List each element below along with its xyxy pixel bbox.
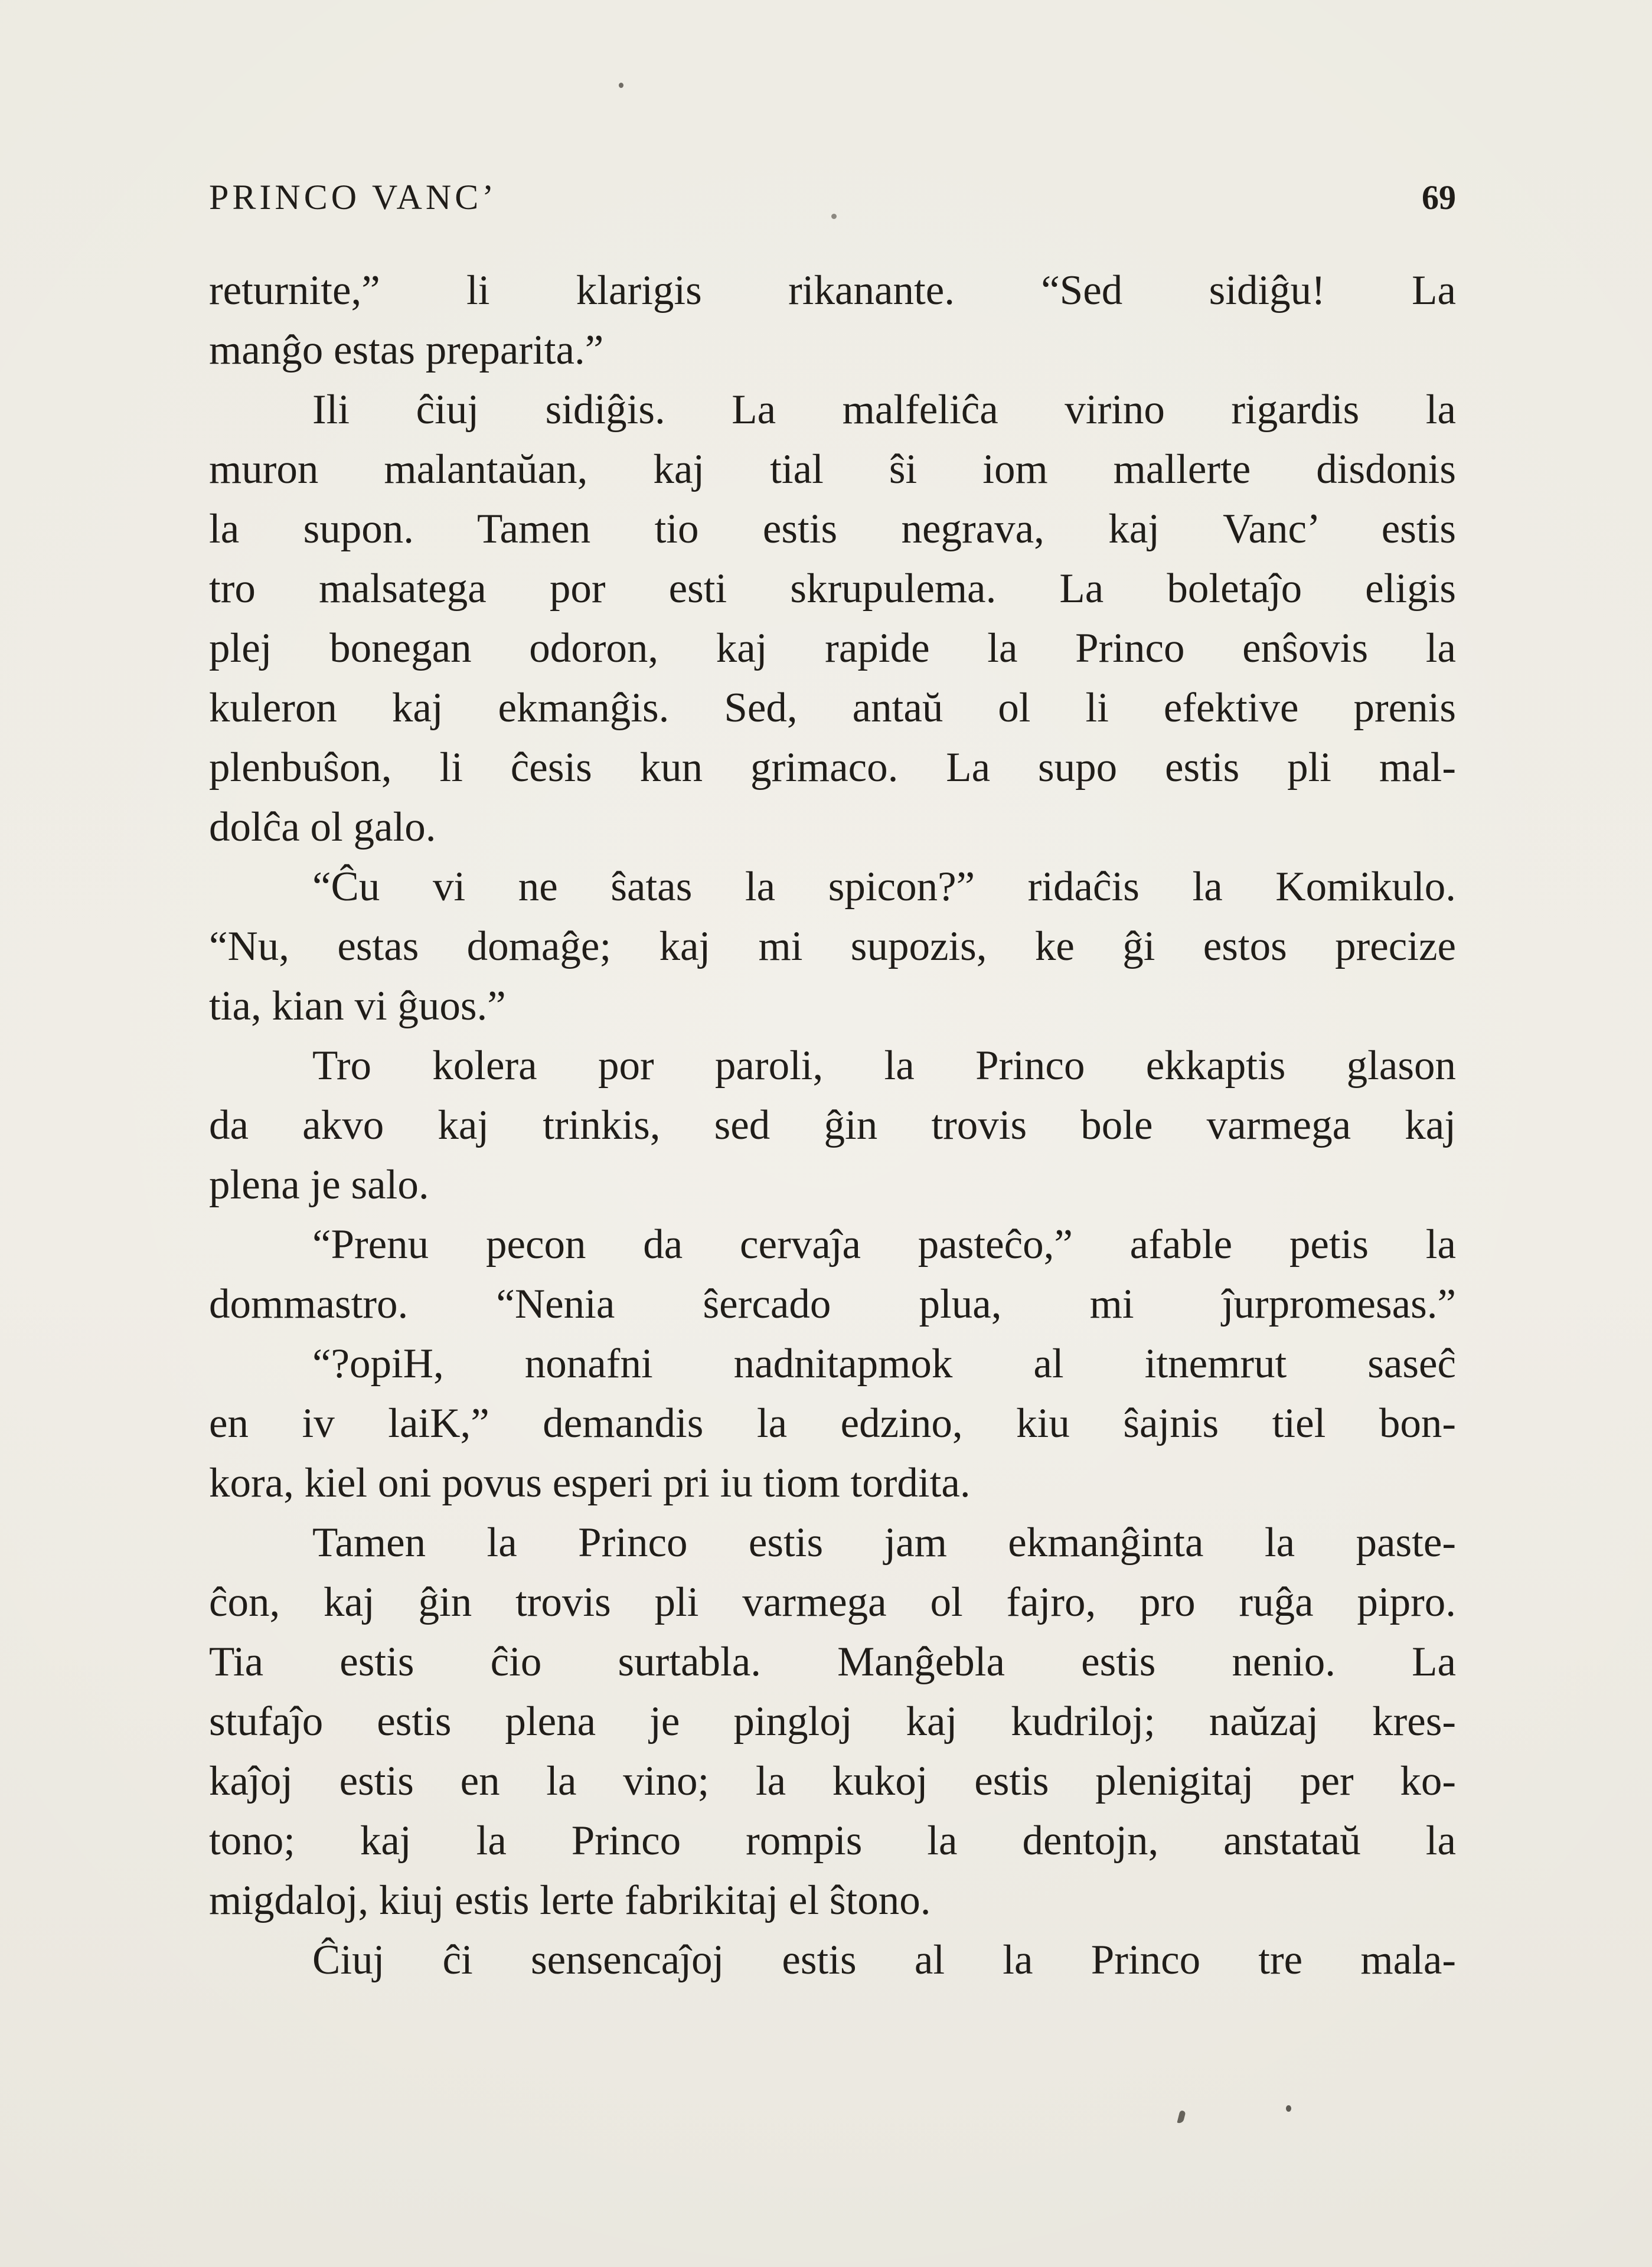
text-line: “Nu, estas domaĝe; kaj mi supozis, ke ĝi estos precize [209,923,1456,969]
text-line: kaĵoj estis en la vino; la kukoj estis plenigitaj per ko- [209,1758,1456,1804]
text-line: ĉon, kaj ĝin trovis pli varmega ol fajro, pro ruĝa pipro. [209,1579,1456,1625]
text-line: muron malantaŭan, kaj tial ŝi iom mallerte disdonis [209,446,1456,492]
text-line: plej bonegan odoron, kaj rapide la Princo enŝovis la [209,625,1456,671]
text-line: Tamen la Princo estis jam ekmanĝinta la paste- [312,1520,1456,1566]
text-line: stufaĵo estis plena je pingloj kaj kudriloj; naŭzaj kres- [209,1698,1456,1745]
text-line: la supon. Tamen tio estis negrava, kaj Vanc’ estis [209,506,1456,552]
text-line: Tia estis ĉio surtabla. Manĝebla estis nenio. La [209,1639,1456,1685]
ink-speck [1177,2110,1186,2124]
text-line: migdaloj, kiuj estis lerte fabrikitaj el ŝtono. [209,1877,931,1923]
text-line: dolĉa ol galo. [209,804,436,850]
text-line: “?opiH, nonafni nadnitapmok al itnemrut saseĉ [312,1341,1456,1387]
text-line: kuleron kaj ekmanĝis. Sed, antaŭ ol li efektive prenis [209,685,1456,731]
text-line: manĝo estas preparita.” [209,327,604,373]
text-line: Ili ĉiuj sidiĝis. La malfeliĉa virino rigardis la [312,387,1456,433]
text-line: “Ĉu vi ne ŝatas la spicon?” ridaĉis la Komikulo. [312,864,1456,910]
page-header [209,177,1456,218]
text-line: Tro kolera por paroli, la Princo ekkaptis glason [312,1043,1456,1089]
text-line: da akvo kaj trinkis, sed ĝin trovis bole varmega kaj [209,1102,1456,1148]
text-line: Ĉiuj ĉi sensencaĵoj estis al la Princo tre mala- [312,1937,1456,1983]
running-title: PRINCO VANC’ [209,178,498,217]
ink-speck [619,83,623,88]
text-line: kora, kiel oni povus esperi pri iu tiom tordita. [209,1460,971,1506]
text-line: tono; kaj la Princo rompis la dentojn, anstataŭ la [209,1818,1456,1864]
text-line: tia, kian vi ĝuos.” [209,983,506,1029]
text-line: en iv laiK,” demandis la edzino, kiu ŝajnis tiel bon- [209,1400,1456,1446]
text-line: returnite,” li klarigis rikanante. “Sed sidiĝu! La [209,267,1456,313]
text-line: tro malsatega por esti skrupulema. La boletaĵo eligis [209,566,1456,612]
ink-speck [1286,2105,1291,2112]
text-line: plena je salo. [209,1162,429,1208]
text-line: “Prenu pecon da cervaĵa pasteĉo,” afable petis la [312,1221,1456,1268]
body-lines [209,261,1456,1990]
text-line: plenbuŝon, li ĉesis kun grimaco. La supo estis pli mal- [209,744,1456,790]
ink-speck [831,214,837,219]
text-line: dommastro. “Nenia ŝercado plua, mi ĵurpromesas.” [209,1281,1456,1327]
page-number: 69 [1422,178,1456,217]
